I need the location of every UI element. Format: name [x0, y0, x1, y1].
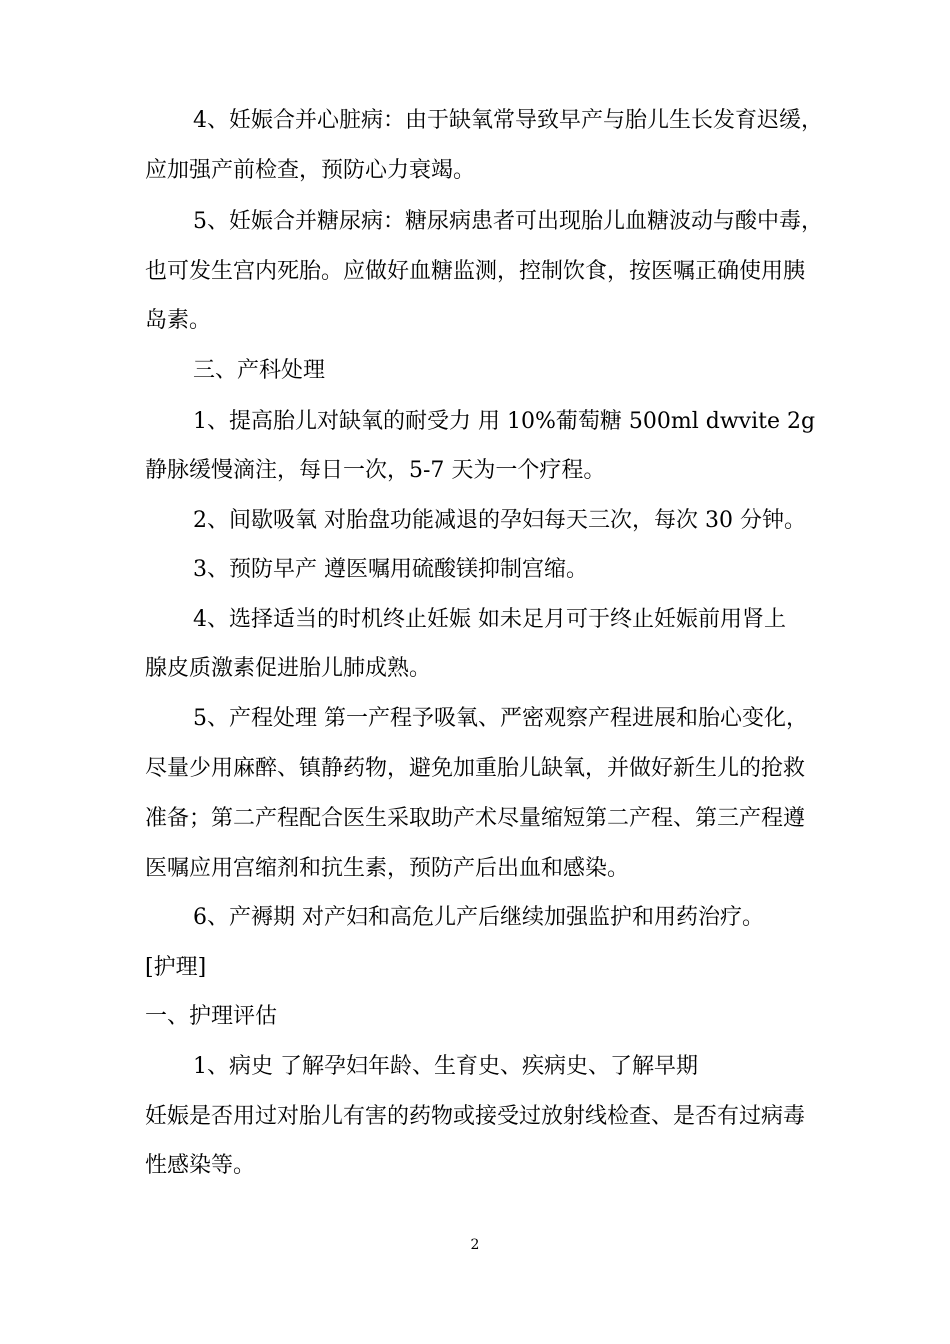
- text-line: 应加强产前检查，预防心力衰竭。: [145, 158, 476, 183]
- text-line: 腺皮质激素促进胎儿肺成熟。: [145, 656, 432, 681]
- text-line: 2、间歇吸氧 对胎盘功能减退的孕妇每天三次，每次 30 分钟。: [193, 508, 806, 533]
- text-line: 岛素。: [145, 308, 212, 333]
- section-heading: [护理]: [145, 955, 207, 980]
- text-line: 3、预防早产 遵医嘱用硫酸镁抑制宫缩。: [193, 557, 588, 582]
- text-line: 4、妊娠合并心脏病：由于缺氧常导致早产与胎儿生长发育迟缓，: [193, 108, 823, 133]
- page-number: 2: [470, 1237, 480, 1253]
- text-line: 1、病史 了解孕妇年龄、生育史、疾病史、了解早期: [193, 1054, 698, 1079]
- text-line: 性感染等。: [145, 1153, 256, 1178]
- text-line: 5、妊娠合并糖尿病：糖尿病患者可出现胎儿血糖波动与酸中毒，: [193, 209, 823, 234]
- text-line: 4、选择适当的时机终止妊娠 如未足月可于终止妊娠前用肾上: [193, 607, 786, 632]
- text-line: 妊娠是否用过对胎儿有害的药物或接受过放射线检查、是否有过病毒: [145, 1104, 806, 1129]
- text-line: 尽量少用麻醉、镇静药物，避免加重胎儿缺氧，并做好新生儿的抢救: [145, 756, 806, 781]
- text-line: 6、产褥期 对产妇和高危儿产后继续加强监护和用药治疗。: [193, 905, 764, 930]
- text-line: 静脉缓慢滴注，每日一次，5-7 天为一个疗程。: [145, 458, 606, 483]
- section-heading: 一、护理评估: [145, 1004, 278, 1029]
- text-line: 医嘱应用宫缩剂和抗生素，预防产后出血和感染。: [145, 856, 630, 881]
- text-line: 也可发生宫内死胎。应做好血糖监测，控制饮食，按医嘱正确使用胰: [145, 259, 806, 284]
- text-line: 5、产程处理 第一产程予吸氧、严密观察产程进展和胎心变化，: [193, 706, 808, 731]
- text-line: 1、提高胎儿对缺氧的耐受力 用 10%葡萄糖 500ml dwvite 2g: [193, 409, 816, 434]
- section-heading: 三、产科处理: [193, 358, 326, 383]
- text-line: 准备；第二产程配合医生采取助产术尽量缩短第二产程、第三产程遵: [145, 806, 806, 831]
